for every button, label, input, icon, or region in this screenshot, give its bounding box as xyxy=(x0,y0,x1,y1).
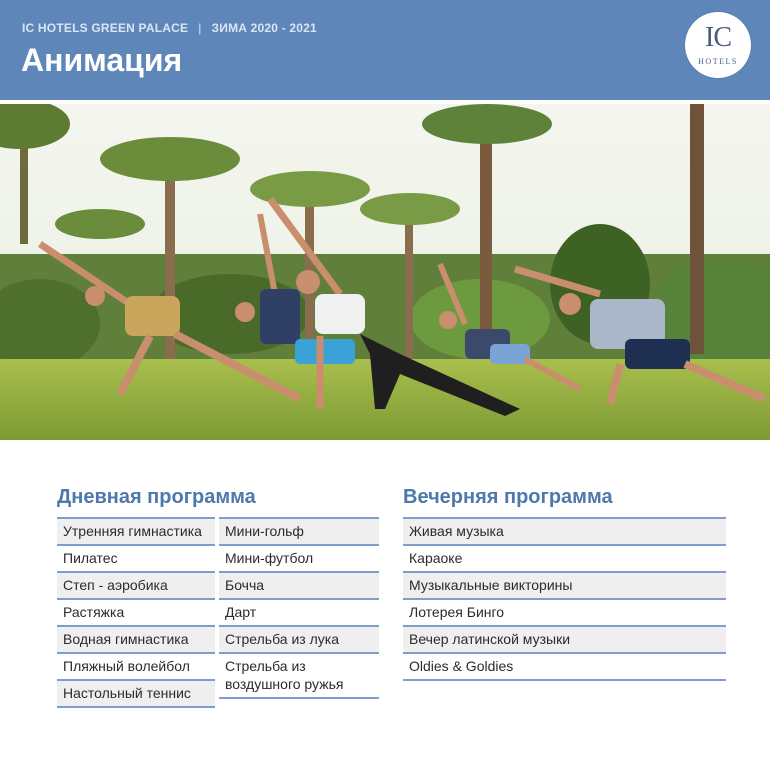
list-item: Водная гимнастика xyxy=(57,625,215,652)
list-item: Караоке xyxy=(403,544,726,571)
header-subtitle xyxy=(22,21,317,35)
ic-hotels-logo xyxy=(685,12,751,78)
evening-program-list xyxy=(403,517,726,681)
subtitle-separator: | xyxy=(198,21,202,35)
list-item: Мини-футбол xyxy=(219,544,379,571)
list-item: Дарт xyxy=(219,598,379,625)
list-item: Стрельба из лука xyxy=(219,625,379,652)
logo-mark: IC xyxy=(705,22,731,53)
day-program-title: Дневная программа xyxy=(57,486,256,508)
list-item: Вечер латинской музыки xyxy=(403,625,726,652)
season-label: ЗИМА 2020 - 2021 xyxy=(211,21,317,35)
group-yoga-photo xyxy=(0,104,770,440)
photo-illustration xyxy=(0,104,770,440)
logo-wordmark: HOTELS xyxy=(698,57,738,66)
day-program-column-2 xyxy=(219,517,379,699)
page-title: Анимация xyxy=(21,42,183,78)
day-program-column-1 xyxy=(57,517,215,708)
list-item: Мини-гольф xyxy=(219,517,379,544)
list-item: Растяжка xyxy=(57,598,215,625)
list-item: Лотерея Бинго xyxy=(403,598,726,625)
list-item: Утренняя гимнастика xyxy=(57,517,215,544)
list-item: Пилатес xyxy=(57,544,215,571)
list-item: Oldies & Goldies xyxy=(403,652,726,681)
list-item: Пляжный волейбол xyxy=(57,652,215,679)
evening-program-title: Вечерняя программа xyxy=(403,486,613,508)
hotel-name: IC HOTELS GREEN PALACE xyxy=(22,21,189,35)
list-item: Стрельба из воздушного ружья xyxy=(219,652,379,699)
list-item: Настольный теннис xyxy=(57,679,215,708)
list-item: Степ - аэробика xyxy=(57,571,215,598)
list-item: Бочча xyxy=(219,571,379,598)
header-bar xyxy=(0,0,770,100)
list-item: Музыкальные викторины xyxy=(403,571,726,598)
list-item: Живая музыка xyxy=(403,517,726,544)
